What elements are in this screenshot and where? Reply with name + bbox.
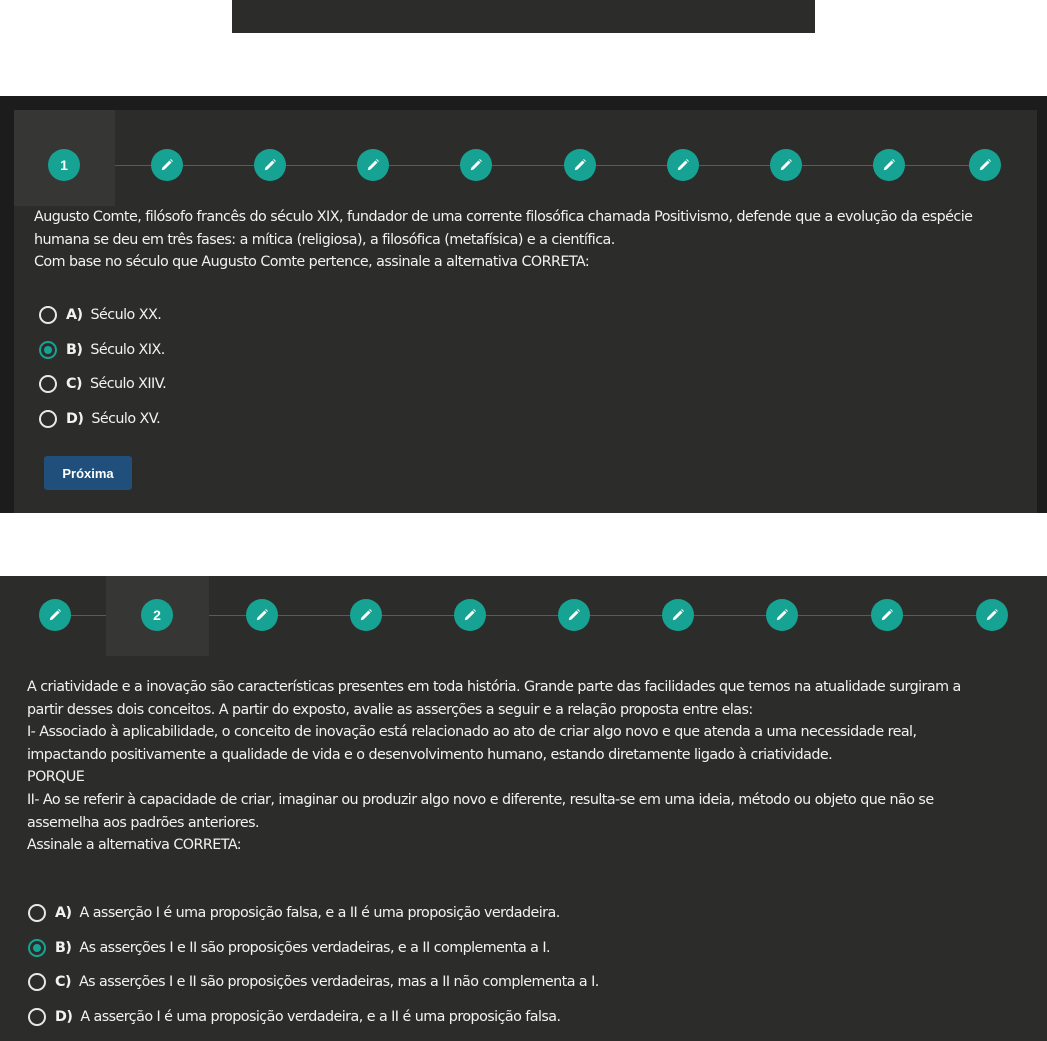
answer-options xyxy=(39,298,166,436)
answer-option-c[interactable] xyxy=(28,965,599,1000)
step-8-edit-button[interactable] xyxy=(770,149,802,181)
step-1-edit-button[interactable] xyxy=(39,599,71,631)
pencil-icon xyxy=(463,608,477,622)
radio-button[interactable] xyxy=(28,939,46,957)
option-label: A asserção I é uma proposição verdadeira, e a II é uma proposição falsa. xyxy=(80,1008,561,1025)
pencil-icon xyxy=(882,158,896,172)
answer-options xyxy=(28,896,599,1034)
question-text-line: II- Ao se referir à capacidade de criar, imaginar ou produzir algo novo e diferente, resulta-se em uma ideia, método ou objeto que não se xyxy=(27,791,934,808)
step-10-edit-button[interactable] xyxy=(976,599,1008,631)
option-label: As asserções I e II são proposições verdadeiras, mas a II não complementa a I. xyxy=(78,974,599,991)
step-6-edit-button[interactable] xyxy=(558,599,590,631)
pencil-icon xyxy=(359,608,373,622)
pencil-icon xyxy=(775,608,789,622)
option-letter: A) xyxy=(66,307,83,324)
question-text-line: Com base no século que Augusto Comte pertence, assinale a alternativa CORRETA: xyxy=(34,254,590,271)
radio-button[interactable] xyxy=(39,341,57,359)
answer-option-d[interactable] xyxy=(39,402,166,437)
question-panel-1-inner xyxy=(14,110,1037,513)
option-label: Século XV. xyxy=(91,410,161,427)
question-text xyxy=(34,206,972,274)
step-4-edit-button[interactable] xyxy=(350,599,382,631)
question-text-line: I- Associado à aplicabilidade, o conceito de inovação está relacionado ao ato de criar algo novo e que atenda a uma necessidade real, xyxy=(27,724,917,741)
pencil-icon xyxy=(676,158,690,172)
answer-option-a[interactable] xyxy=(28,896,599,931)
step-2-current[interactable]: 2 xyxy=(141,599,173,631)
stepper-connector-line xyxy=(64,165,985,166)
question-stepper xyxy=(14,110,1037,206)
question-panel-2 xyxy=(0,576,1047,1041)
top-header-bar xyxy=(232,0,815,33)
step-9-edit-button[interactable] xyxy=(871,599,903,631)
step-3-edit-button[interactable] xyxy=(254,149,286,181)
radio-button[interactable] xyxy=(28,904,46,922)
option-label: Século XIIV. xyxy=(89,376,167,393)
answer-option-b[interactable] xyxy=(28,931,599,966)
pencil-icon xyxy=(978,158,992,172)
option-letter: C) xyxy=(55,974,71,991)
pencil-icon xyxy=(160,158,174,172)
option-letter: C) xyxy=(66,376,82,393)
radio-button[interactable] xyxy=(28,1008,46,1026)
option-letter: B) xyxy=(66,341,83,358)
question-text-line: Augusto Comte, filósofo francês do século XIX, fundador de uma corrente filosófica chamada Positivismo, defende que a evolução da espécie xyxy=(34,209,973,225)
pencil-icon xyxy=(880,608,894,622)
step-3-edit-button[interactable] xyxy=(246,599,278,631)
step-8-edit-button[interactable] xyxy=(766,599,798,631)
step-1-current[interactable]: 1 xyxy=(48,149,80,181)
step-2-edit-button[interactable] xyxy=(151,149,183,181)
option-letter: D) xyxy=(66,410,84,427)
pencil-icon xyxy=(255,608,269,622)
pencil-icon xyxy=(567,608,581,622)
answer-option-a[interactable] xyxy=(39,298,166,333)
radio-button[interactable] xyxy=(28,973,46,991)
step-10-edit-button[interactable] xyxy=(969,149,1001,181)
answer-option-c[interactable] xyxy=(39,367,166,402)
question-text-line: PORQUE xyxy=(27,769,85,786)
pencil-icon xyxy=(671,608,685,622)
question-text-line: partir desses dois conceitos. A partir do exposto, avalie as asserções a seguir e a relação proposta entre elas: xyxy=(27,701,753,718)
pencil-icon xyxy=(469,158,483,172)
option-label: Século XIX. xyxy=(90,341,165,358)
step-7-edit-button[interactable] xyxy=(667,149,699,181)
step-7-edit-button[interactable] xyxy=(662,599,694,631)
pencil-icon xyxy=(263,158,277,172)
step-9-edit-button[interactable] xyxy=(873,149,905,181)
question-stepper xyxy=(0,576,1047,656)
pencil-icon xyxy=(48,608,62,622)
step-5-edit-button[interactable] xyxy=(454,599,486,631)
next-button[interactable]: Próxima xyxy=(44,456,132,490)
question-text-line: humana se deu em três fases: a mítica (religiosa), a filosófica (metafísica) e a científica. xyxy=(34,231,615,248)
pencil-icon xyxy=(779,158,793,172)
step-6-edit-button[interactable] xyxy=(564,149,596,181)
option-letter: A) xyxy=(55,905,72,922)
question-text xyxy=(27,676,961,857)
question-text-line: impactando positivamente a qualidade de vida e o desenvolvimento humano, estando diretamente ligado à criatividade. xyxy=(27,746,833,763)
pencil-icon xyxy=(366,158,380,172)
step-5-edit-button[interactable] xyxy=(460,149,492,181)
question-text-line: A criatividade e a inovação são características presentes em toda história. Grande parte das facilidades que temos na atualidade surgiram a xyxy=(27,679,961,695)
step-4-edit-button[interactable] xyxy=(357,149,389,181)
option-label: As asserções I e II são proposições verdadeiras, e a II complementa a I. xyxy=(79,939,551,956)
option-label: Século XX. xyxy=(90,307,162,324)
pencil-icon xyxy=(573,158,587,172)
option-letter: D) xyxy=(55,1008,73,1025)
answer-option-d[interactable] xyxy=(28,1000,599,1035)
radio-button[interactable] xyxy=(39,306,57,324)
question-text-line: assemelha aos padrões anteriores. xyxy=(27,814,260,831)
question-panel-1 xyxy=(0,96,1047,513)
option-label: A asserção I é uma proposição falsa, e a II é uma proposição verdadeira. xyxy=(79,905,560,922)
option-letter: B) xyxy=(55,939,72,956)
pencil-icon xyxy=(985,608,999,622)
radio-button[interactable] xyxy=(39,375,57,393)
answer-option-b[interactable] xyxy=(39,333,166,368)
radio-button[interactable] xyxy=(39,410,57,428)
question-text-line: Assinale a alternativa CORRETA: xyxy=(27,837,242,854)
